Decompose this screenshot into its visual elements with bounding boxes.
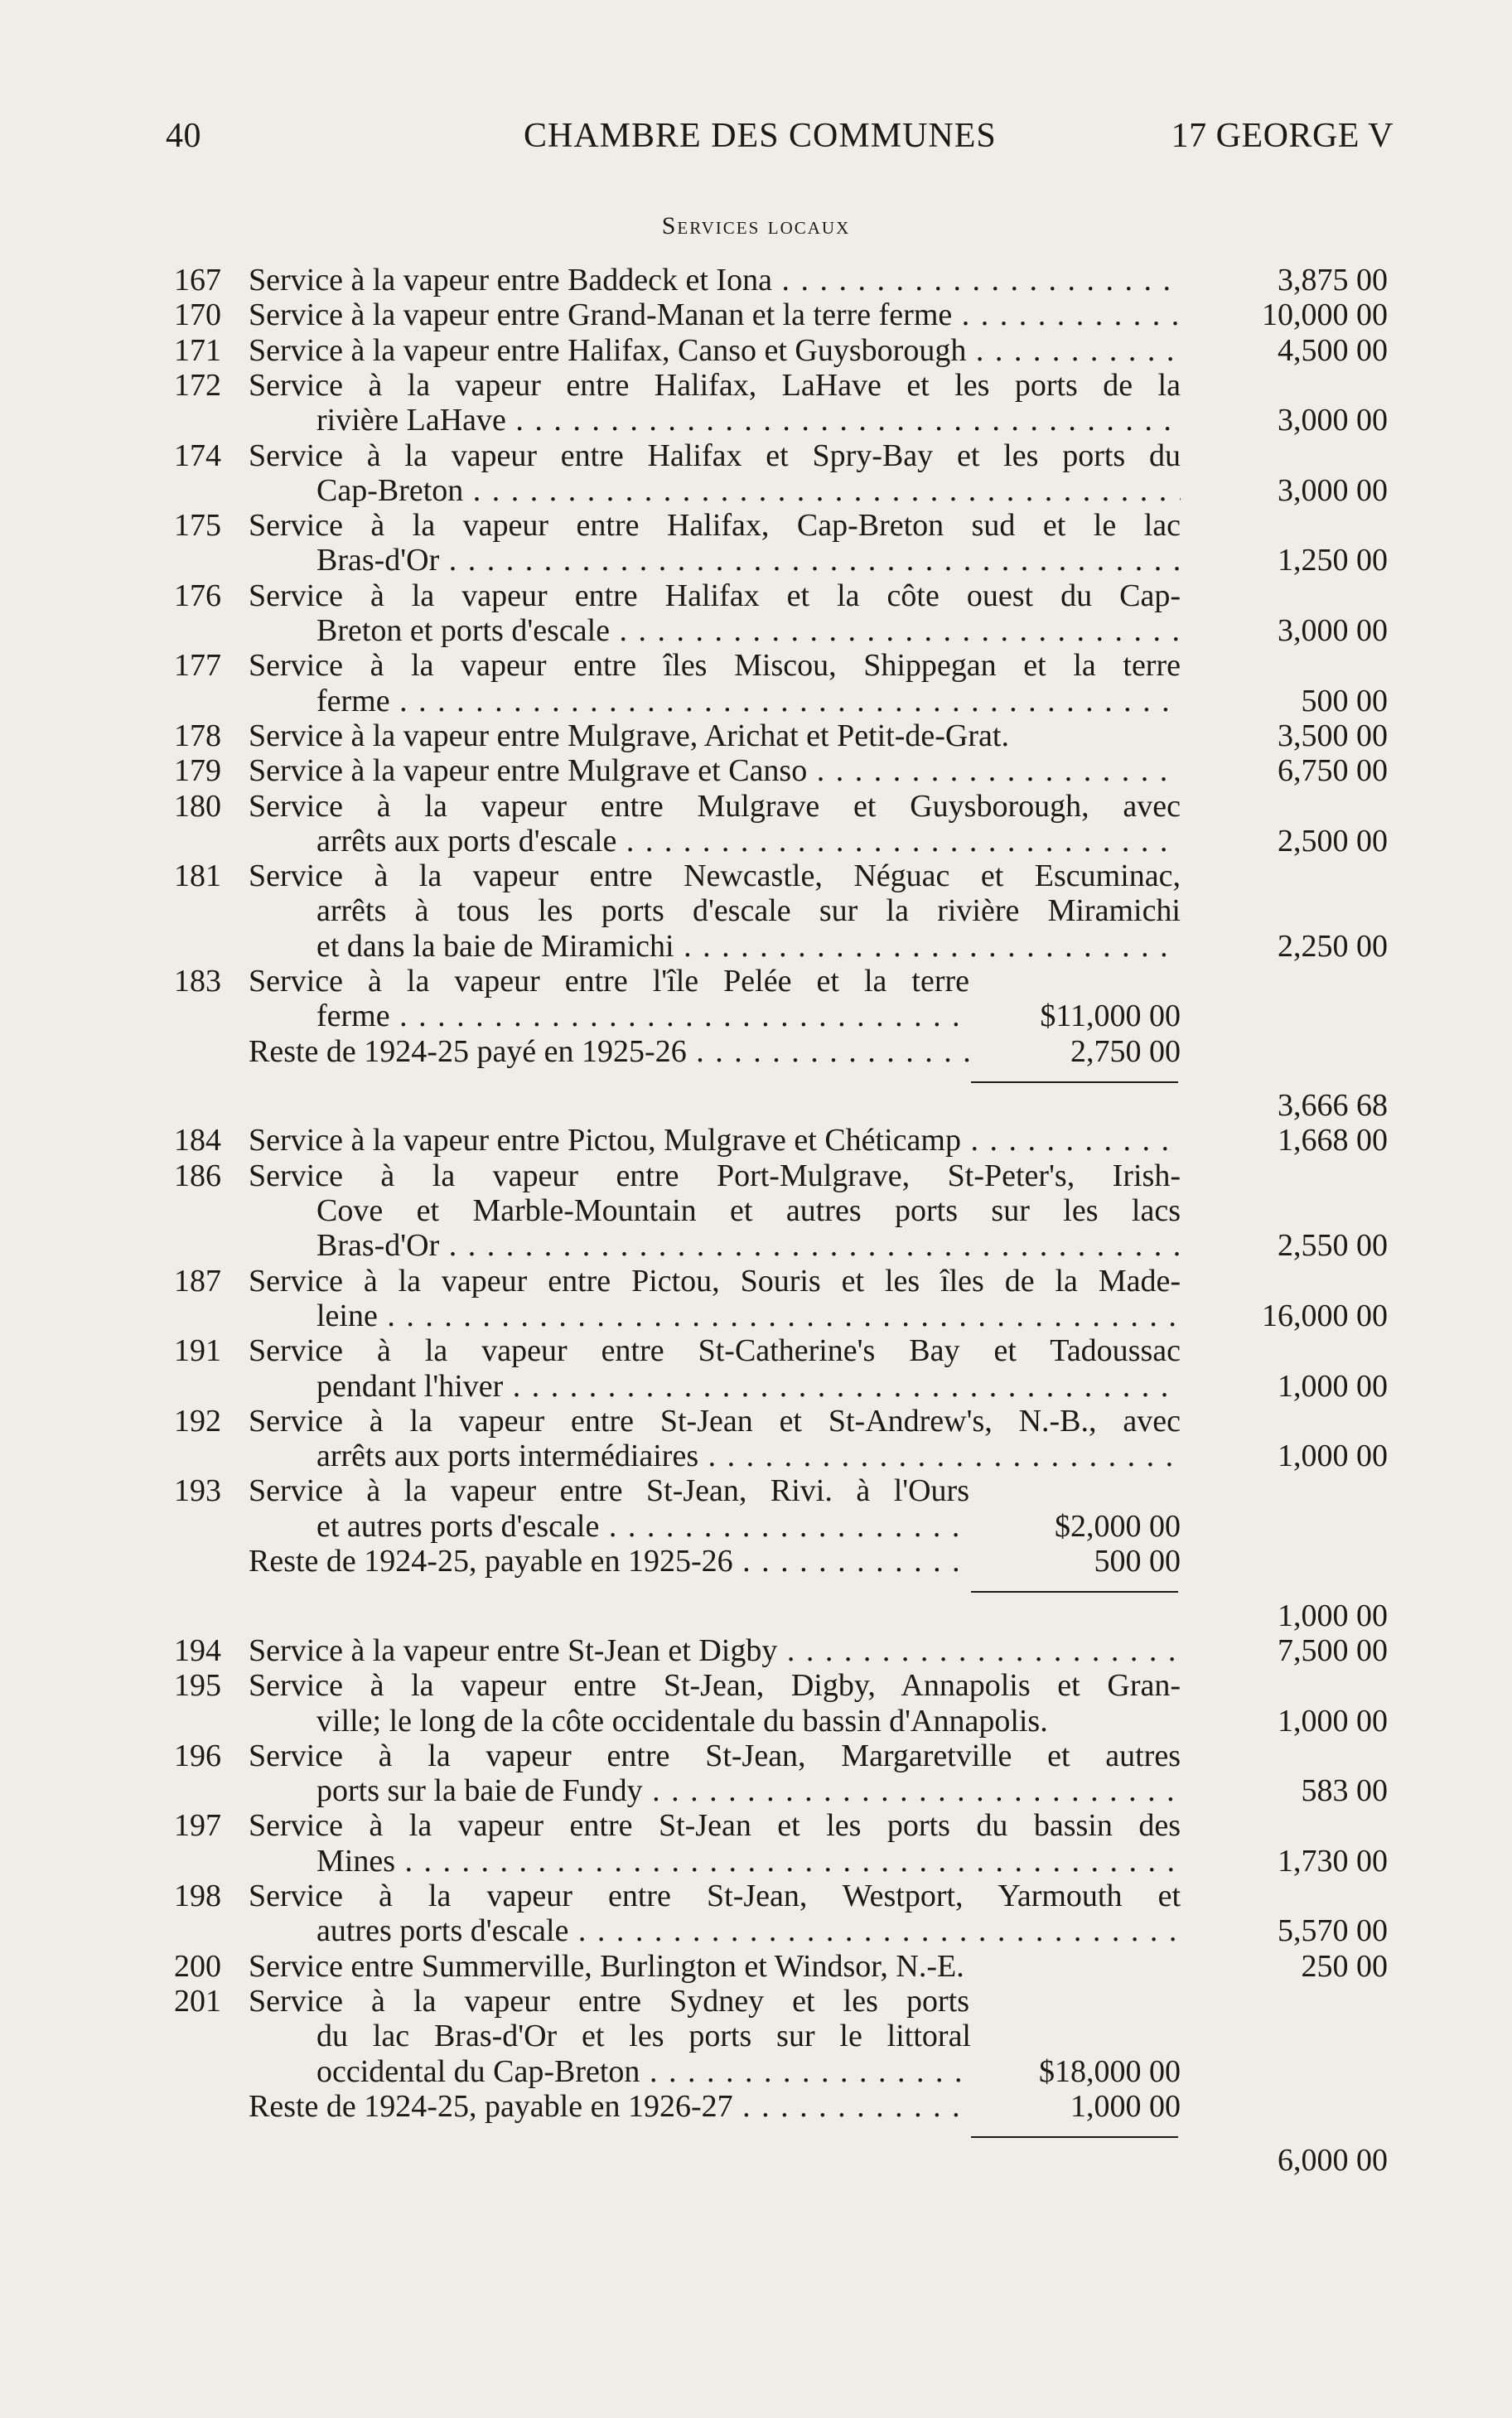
entry-description: Service à la vapeur entre Halifax, Canso et Guysborough . . . [249, 332, 1181, 369]
entry-description: arrêts aux ports intermédiaires . . . [316, 1438, 1181, 1474]
entry-description: Breton et ports d'escale . . . [316, 612, 1181, 649]
vote-number: 171 [174, 332, 221, 368]
entry-line [0, 1403, 1512, 1439]
entry-line [0, 1508, 1512, 1545]
vote-number: 198 [174, 1879, 221, 1914]
entry-description: Service à la vapeur entre Mulgrave et Guysborough, avec [249, 788, 1181, 824]
entry-description: du lac Bras-d'Or et les ports sur le littoral [316, 2019, 971, 2054]
entry-description: Service à la vapeur entre Halifax, Cap-Breton sud et le lac [249, 508, 1181, 544]
entry-description: Service à la vapeur entre Port-Mulgrave, St-Peter's, Irish- [249, 1158, 1181, 1193]
entry-description: Service à la vapeur entre l'île Pelée et la terre [249, 964, 969, 999]
vote-number: 180 [174, 788, 221, 824]
entry-description: et autres ports d'escale . . . [316, 1508, 971, 1545]
vote-number: 193 [174, 1473, 221, 1509]
sub-amount: $11,000 00 [1040, 999, 1181, 1034]
reign-year: 17 GEORGE V [1171, 117, 1394, 155]
entry-amount: 1,000 00 [1278, 1439, 1388, 1474]
vote-number: 184 [174, 1123, 221, 1158]
entry-line [0, 1192, 1512, 1229]
entry-line [0, 1807, 1512, 1844]
vote-number: 170 [174, 297, 221, 333]
entry-amount: 2,250 00 [1278, 928, 1388, 964]
vote-number: 177 [174, 648, 221, 684]
entry-amount: 3,000 00 [1278, 403, 1388, 438]
entry-line [0, 1158, 1512, 1194]
entry-line [0, 472, 1512, 509]
entry-amount: 3,666 68 [1278, 1088, 1388, 1124]
entry-line [0, 1703, 1512, 1739]
entry-line [0, 1738, 1512, 1774]
entry-line [0, 262, 1512, 298]
entry-line [0, 647, 1512, 684]
running-title: CHAMBRE DES COMMUNES [524, 117, 997, 155]
entry-line [0, 2053, 1512, 2090]
entry-amount: 16,000 00 [1262, 1298, 1388, 1333]
entry-line [0, 718, 1512, 754]
subtotal-line [0, 2142, 1512, 2179]
vote-number: 196 [174, 1738, 221, 1773]
entry-description: Bras-d'Or . . . [316, 542, 1181, 578]
entry-amount: 1,250 00 [1278, 543, 1388, 578]
entry-description: Service entre Summerville, Burlington et Windsor, N.-E. [249, 1948, 964, 1984]
entry-line [0, 858, 1512, 894]
entry-amount: 6,000 00 [1278, 2143, 1388, 2179]
entry-line [0, 1368, 1512, 1405]
entry-description: occidental du Cap-Breton . . . [316, 2053, 971, 2090]
entry-line [0, 788, 1512, 825]
entry-description: arrêts aux ports d'escale . . . [316, 823, 1181, 859]
entry-amount: 1,000 00 [1278, 1368, 1388, 1404]
sub-amount: $18,000 00 [1039, 2053, 1181, 2089]
entry-amount: 1,730 00 [1278, 1843, 1388, 1879]
entry-line [0, 1298, 1512, 1334]
page-number: 40 [166, 117, 201, 155]
vote-number: 183 [174, 964, 221, 999]
entry-amount: 3,000 00 [1278, 613, 1388, 648]
entry-amount: 3,000 00 [1278, 472, 1388, 508]
entry-line [0, 963, 1512, 999]
entry-line [0, 438, 1512, 474]
entry-amount: 7,500 00 [1278, 1632, 1388, 1668]
entry-description: Service à la vapeur entre Sydney et les ports [249, 1983, 969, 2019]
entry-description: Service à la vapeur entre Halifax, LaHave et les ports de la [249, 367, 1181, 403]
vote-number: 200 [174, 1948, 221, 1984]
entry-amount: 1,000 00 [1278, 1703, 1388, 1739]
entry-description: arrêts à tous les ports d'escale sur la rivière Miramichi [316, 893, 1181, 929]
balance-label: Reste de 1924-25, payable en 1926-27 . . . [249, 2088, 969, 2125]
entry-description: Cap-Breton . . . [316, 472, 1181, 509]
entry-line [0, 1263, 1512, 1299]
entry-amount: 2,550 00 [1278, 1228, 1388, 1264]
balance-amount: 2,750 00 [1070, 1033, 1181, 1069]
entry-line [0, 297, 1512, 333]
entry-amount: 6,750 00 [1278, 753, 1388, 789]
entry-amount: 500 00 [1301, 683, 1388, 718]
entry-description: ports sur la baie de Fundy . . . [316, 1772, 1181, 1809]
subtotal-line [0, 1087, 1512, 1124]
balance-label: Reste de 1924-25, payable en 1925-26 . . . [249, 1543, 969, 1579]
entry-description: Service à la vapeur entre St-Jean, Digby, Annapolis et Gran- [249, 1668, 1181, 1704]
balance-amount: 1,000 00 [1070, 2088, 1181, 2124]
entry-description: pendant l'hiver . . . [316, 1368, 1181, 1405]
entry-description: Service à la vapeur entre Halifax et Spry-Bay et les ports du [249, 438, 1181, 473]
vote-number: 174 [174, 438, 221, 473]
subtotal-rule [971, 1081, 1178, 1083]
entry-line [0, 1122, 1512, 1158]
balance-line [0, 1543, 1512, 1579]
entry-line [0, 1332, 1512, 1369]
vote-number: 181 [174, 858, 221, 894]
entry-line [0, 542, 1512, 578]
entry-line [0, 332, 1512, 369]
vote-number: 197 [174, 1808, 221, 1844]
vote-number: 172 [174, 367, 221, 403]
entry-amount: 3,500 00 [1278, 718, 1388, 753]
entry-line [0, 1632, 1512, 1669]
vote-number: 201 [174, 1983, 221, 2019]
entry-description: ferme . . . [316, 683, 1181, 719]
subtotal-rule [971, 2136, 1178, 2138]
entry-line [0, 752, 1512, 789]
entry-line [0, 1983, 1512, 2019]
entry-line [0, 998, 1512, 1034]
balance-line [0, 2088, 1512, 2125]
vote-number: 176 [174, 578, 221, 613]
entry-description: Mines . . . [316, 1843, 1181, 1879]
entry-description: Service à la vapeur entre St-Jean et les ports du bassin des [249, 1808, 1181, 1844]
entry-description: Service à la vapeur entre Grand-Manan et la terre ferme . . . [249, 297, 1181, 333]
entry-line [0, 1843, 1512, 1879]
entry-description: Service à la vapeur entre Pictou, Souris et les îles de la Made- [249, 1263, 1181, 1298]
entry-description: Cove et Marble-Mountain et autres ports sur les lacs [316, 1193, 1181, 1229]
entry-line [0, 578, 1512, 614]
entry-line [0, 507, 1512, 544]
entry-description: Service à la vapeur entre Newcastle, Néguac et Escuminac, [249, 858, 1181, 894]
entry-line [0, 402, 1512, 438]
entry-line [0, 823, 1512, 859]
entry-description: Service à la vapeur entre St-Jean et St-Andrew's, N.-B., avec [249, 1403, 1181, 1439]
vote-number: 167 [174, 263, 221, 297]
entry-line [0, 683, 1512, 719]
entry-line [0, 367, 1512, 404]
entry-line [0, 1948, 1512, 1985]
entry-amount: 583 00 [1301, 1773, 1388, 1809]
subtotal-rule [971, 1591, 1178, 1593]
entry-line [0, 1878, 1512, 1914]
vote-number: 175 [174, 508, 221, 544]
entry-description: autres ports d'escale . . . [316, 1913, 1181, 1949]
entry-description: ville; le long de la côte occidentale du bassin d'Annapolis. [316, 1703, 1048, 1739]
entry-description: Service à la vapeur entre Pictou, Mulgrave et Chéticamp . . . [249, 1122, 1181, 1158]
balance-line [0, 1033, 1512, 1070]
entry-amount: 1,000 00 [1278, 1598, 1388, 1633]
vote-number: 186 [174, 1158, 221, 1193]
entry-amount: 4,500 00 [1278, 332, 1388, 368]
entry-line [0, 892, 1512, 929]
entry-description: Service à la vapeur entre St-Jean et Digby . . . [249, 1632, 1181, 1669]
entry-description: Service à la vapeur entre îles Miscou, Shippegan et la terre [249, 648, 1181, 684]
entry-amount: 5,570 00 [1278, 1913, 1388, 1949]
entry-line [0, 928, 1512, 965]
entry-description: Service à la vapeur entre Mulgrave et Canso . . . [249, 752, 1181, 789]
entry-description: Service à la vapeur entre Baddeck et Iona . . . [249, 262, 1181, 298]
entry-description: rivière LaHave . . . [316, 402, 1181, 438]
entry-line [0, 1913, 1512, 1949]
vote-number: 194 [174, 1632, 221, 1668]
entry-amount: 2,500 00 [1278, 823, 1388, 858]
entry-line [0, 1438, 1512, 1474]
balance-amount: 500 00 [1094, 1544, 1181, 1579]
entry-line [0, 612, 1512, 649]
entry-amount: 3,875 00 [1278, 263, 1388, 297]
vote-number: 195 [174, 1668, 221, 1704]
entry-description: Service à la vapeur entre Mulgrave, Arichat et Petit-de-Grat. [249, 718, 1009, 753]
vote-number: 178 [174, 718, 221, 753]
vote-number: 179 [174, 753, 221, 789]
balance-label: Reste de 1924-25 payé en 1925-26 . . . [249, 1033, 969, 1070]
entry-line [0, 2018, 1512, 2054]
entry-description: Service à la vapeur entre St-Jean, Westport, Yarmouth et [249, 1879, 1181, 1914]
entry-description: et dans la baie de Miramichi . . . [316, 928, 1181, 965]
entry-line [0, 1772, 1512, 1809]
entry-line [0, 1667, 1512, 1704]
entry-description: Service à la vapeur entre St-Jean, Margaretville et autres [249, 1738, 1181, 1773]
vote-number: 192 [174, 1403, 221, 1439]
sub-amount: $2,000 00 [1055, 1508, 1181, 1544]
entry-amount: 10,000 00 [1262, 297, 1388, 333]
vote-number: 187 [174, 1263, 221, 1298]
entry-amount: 1,668 00 [1278, 1123, 1388, 1158]
entry-description: Bras-d'Or . . . [316, 1227, 1181, 1264]
entry-amount: 250 00 [1301, 1948, 1388, 1984]
entry-description: leine . . . [316, 1298, 1181, 1334]
entry-description: Service à la vapeur entre St-Jean, Rivi. à l'Ours [249, 1473, 969, 1509]
entry-description: Service à la vapeur entre St-Catherine's Bay et Tadoussac [249, 1333, 1181, 1369]
section-title: Services locaux [661, 212, 851, 239]
entry-line [0, 1473, 1512, 1509]
vote-number: 191 [174, 1333, 221, 1369]
subtotal-line [0, 1598, 1512, 1634]
entry-description: Service à la vapeur entre Halifax et la côte ouest du Cap- [249, 578, 1181, 613]
entry-description: ferme . . . [316, 998, 971, 1034]
entry-line [0, 1227, 1512, 1264]
